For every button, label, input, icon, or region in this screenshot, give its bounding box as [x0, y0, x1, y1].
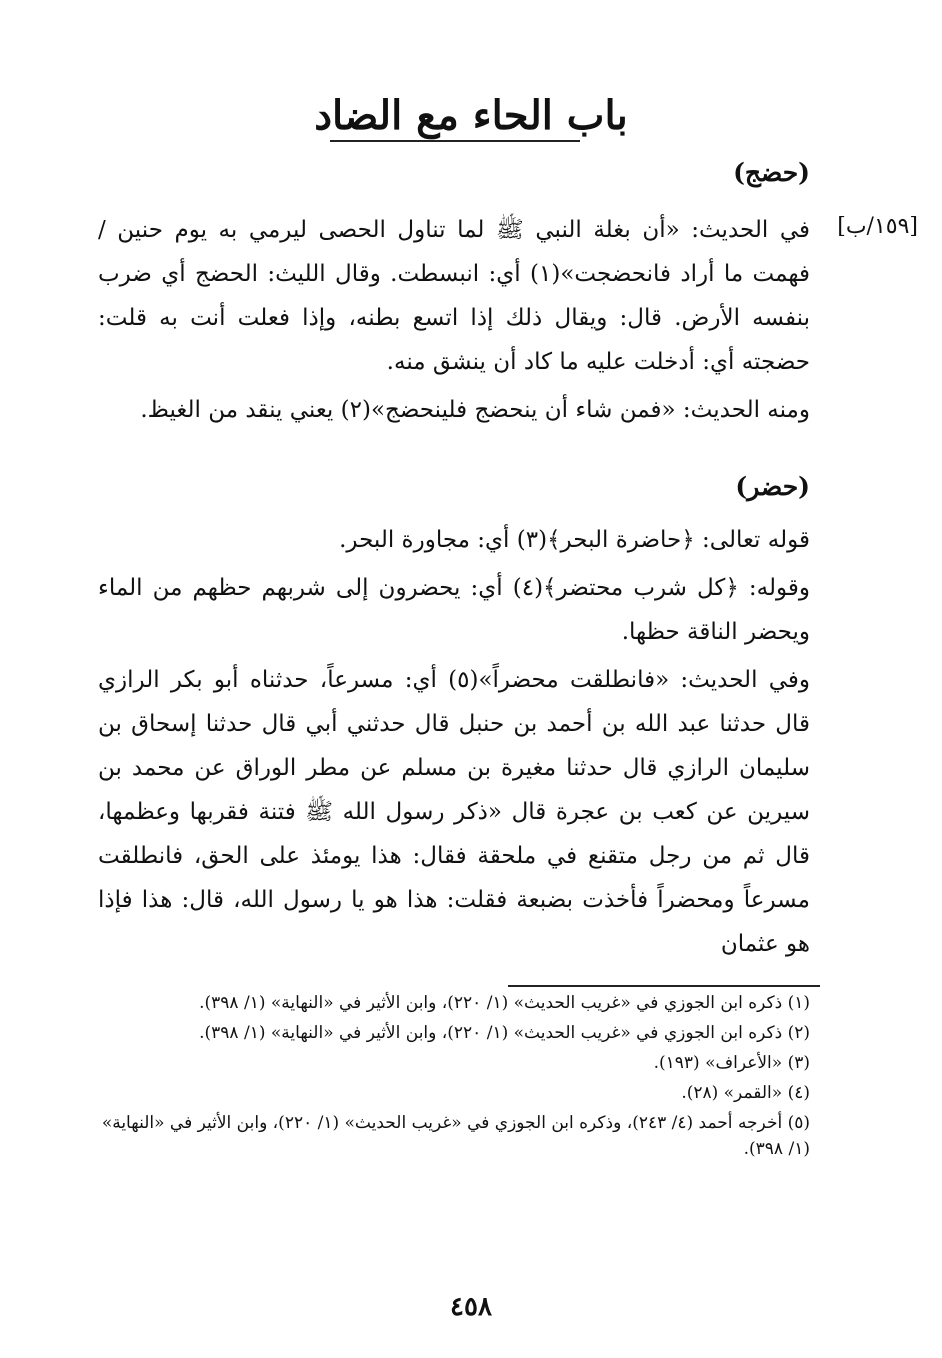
- footnotes: [98, 990, 810, 1166]
- footnote-divider: [508, 985, 820, 987]
- paragraph: وقوله: ﴿كل شرب محتضر﴾(٤) أي: يحضرون إلى شربهم حظهم من الماء ويحضر الناقة حظها.: [98, 575, 811, 645]
- footnote: (١) ذكره ابن الجوزي في «غريب الحديث» (١/ ٢٢٠)، وابن الأثير في «النهاية» (١/ ٣٩٨).: [199, 993, 810, 1013]
- title-underline: [330, 140, 580, 142]
- paragraph: وفي الحديث: «فانطلقت محضراً»(٥) أي: مسرعاً، حدثناه أبو بكر الرازي قال حدثنا عبد الله بن أحمد بن حنبل قال حدثني أبي قال حدثنا إسحاق بن سليمان الرازي قال حدثنا مغيرة بن مسلم عن مطر الوراق عن محمد بن سيرين عن كعب بن عجرة قال «ذكر رسول الله ﷺ فتنة فقربها وعظمها، قال ثم من رجل متقنع في ملحقة فقال: هذا يومئذ على الحق، فانطلقت مسرعاً ومحضراً فأخذت بضبعة فقلت: هذا هو يا رسول الله، قال: هذا فإذا هو عثمان: [98, 667, 810, 957]
- chapter-title: باب الحاء مع الضاد: [314, 92, 628, 139]
- entry-body-hadaj: [98, 208, 810, 432]
- entry-body-hadar: [98, 518, 810, 966]
- footnote: (٣) «الأعراف» (١٩٣).: [653, 1053, 810, 1073]
- footnote: (٢) ذكره ابن الجوزي في «غريب الحديث» (١/ ٢٢٠)، وابن الأثير في «النهاية» (١/ ٣٩٨).: [199, 1023, 810, 1043]
- page-number: ٤٥٨: [450, 1292, 492, 1322]
- entry-heading-hadaj: (حضج): [733, 158, 810, 187]
- paragraph: ومنه الحديث: «فمن شاء أن ينحضج فلينحضج»(٢) يعني ينقد من الغيظ.: [140, 397, 810, 423]
- footnote: (٥) أخرجه أحمد (٤/ ٢٤٣)، وذكره ابن الجوزي في «غريب الحديث» (١/ ٢٢٠)، وابن الأثير في «النهاية» (١/ ٣٩٨).: [101, 1113, 810, 1159]
- footnote: (٤) «القمر» (٢٨).: [681, 1083, 810, 1103]
- paragraph: في الحديث: «أن بغلة النبي ﷺ لما تناول الحصى ليرمي به يوم حنين / فهمت ما أراد فانحضجت»(١) أي: انبسطت. وقال الليث: الحضج أي ضرب بنفسه الأرض. قال: ويقال ذلك إذا اتسع بطنه، وإذا فعلت أنت به قلت: حضجته أي: أدخلت عليه ما كاد أن ينشق منه.: [98, 217, 810, 375]
- margin-folio-note: [١٥٩/ب]: [837, 214, 918, 239]
- entry-heading-hadar: (حضر): [735, 472, 810, 501]
- paragraph: قوله تعالى: ﴿حاضرة البحر﴾(٣) أي: مجاورة البحر.: [339, 527, 810, 553]
